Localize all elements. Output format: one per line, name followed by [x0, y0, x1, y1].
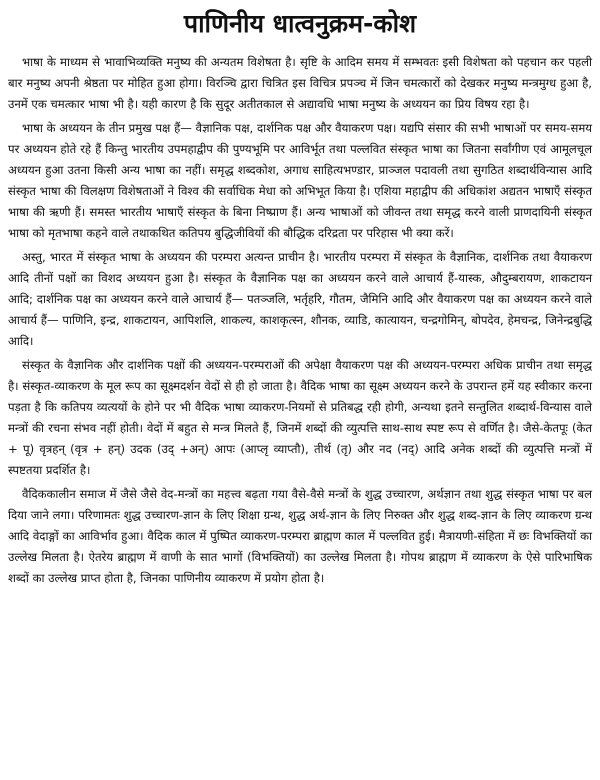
paragraph-3: अस्तु, भारत में संस्कृत भाषा के अध्ययन की परम्परा अत्यन्त प्राचीन है। भारतीय परम्परा में संस्कृत के वैज्ञानिक, दार्शनिक तथा वैयाकरण आदि तीनों पक्षों का विशद अध्ययन हुआ है। संस्कृत के वैज्ञानिक पक्ष का अध्ययन करने वाले आचार्य हैं-यास्क, औदुम्बरायण, शाकटायन आदि; दार्शनिक पक्ष का अध्ययन करने वाले आचार्य हैं— पतञ्जलि, भर्तृहरि, गौतम, जैमिनि आदि और वैयाकरण पक्ष का अध्ययन करने वाले आचार्य हैं— पाणिनि, इन्द्र, शाकटायन, आपिशलि, शाकल्य, काशकृत्स्न, शौनक, व्याडि, कात्यायन, चन्द्रगोमिन्, बोपदेव, हेमचन्द्र, जिनेन्द्रबुद्धि आदि। [8, 250, 592, 348]
paragraph-2: भाषा के अध्ययन के तीन प्रमुख पक्ष हैं— वैज्ञानिक पक्ष, दार्शनिक पक्ष और वैयाकरण पक्ष। यद्यपि संसार की सभी भाषाओं पर समय-समय पर अध्ययन होते रहे हैं किन्तु भारतीय उपमहाद्वीप की पुण्यभूमि पर आविर्भूत तथा पल्लवित संस्कृत भाषा का जितना सर्वांगीण एवं आमूलचूल अध्ययन हुआ उतना किसी अन्य भाषा का नहीं। समृद्ध शब्दकोश, अगाध साहित्यभण्डार, प्राञ्जल पदावली तथा सुगठित शब्दार्थविन्यास आदि संस्कृत भाषा की विलक्षण विशेषताओं ने विश्व की सर्वाधिक मेधा को अभिभूत किया है। एशिया महाद्वीप की अधिकांश अद्यतन भाषाएँ संस्कृत भाषा की ऋणी हैं। समस्त भारतीय भाषाएँ संस्कृत के बिना निष्प्राण हैं। अन्य भाषाओं को जीवन्त तथा समृद्ध करने वाली प्राणदायिनी संस्कृत भाषा को मृतभाषा कहने वाले तथाकथित कतिपय बुद्धिजीवियों की बौद्धिक दरिद्रता पर परिहास भी क्या करें। [8, 121, 592, 240]
page-title: पाणिनीय धात्वनुक्रम-कोश [183, 9, 417, 38]
paragraph-5: वैदिककालीन समाज में जैसे जैसे वेद-मन्त्रों का महत्त्व बढ़ता गया वैसे-वैसे मन्त्रों के शुद्ध उच्चारण, अर्थज्ञान तथा शुद्ध संस्कृत भाषा पर बल दिया जाने लगा। परिणामतः शुद्ध उच्चारण-ज्ञान के लिए शिक्षा ग्रन्थ, शुद्ध अर्थ-ज्ञान के लिए निरुक्त और शुद्ध शब्द-ज्ञान के लिए व्याकरण ग्रन्थ आदि वेदाङ्गों का आविर्भाव हुआ। वैदिक काल में पुष्पित व्याकरण-परम्परा ब्राह्मण काल में पल्लवित हुई। मैत्रायणी-संहिता में छः विभक्तियों का उल्लेख मिलता है। ऐतरेय ब्राह्मण में वाणी के सात भागों (विभक्तियों) का उल्लेख मिलता है। गोपथ ब्राह्मण में व्याकरण के ऐसे पारिभाषिक शब्दों का उल्लेख प्राप्त होता है, जिनका पाणिनीय व्याकरण में प्रयोग होता है। [8, 487, 592, 585]
paragraph-1: भाषा के माध्यम से भावाभिव्यक्ति मनुष्य की अन्यतम विशेषता है। सृष्टि के आदिम समय में सम्भवतः इसी विशेषता को पहचान कर पहली बार मनुष्य अपनी श्रेष्ठता पर मोहित हुआ होगा। विरञ्चि द्वारा चित्रित इस विचित्र प्रपञ्च में जिन चमत्कारों को देखकर मनुष्य मन्त्रमुग्ध हुआ है, उनमें एक चमत्कार भाषा भी है। यही कारण है कि सुदूर अतीतकाल से अद्यावधि भाषा मनुष्य के अध्ययन का प्रिय विषय रहा है। [8, 55, 592, 111]
paragraph-4: संस्कृत के वैज्ञानिक और दार्शनिक पक्षों की अध्ययन-परम्पराओं की अपेक्षा वैयाकरण पक्ष की अध्ययन-परम्परा अधिक प्राचीन तथा समृद्ध है। संस्कृत-व्याकरण के मूल रूप का सूक्ष्मदर्शन वेदों से ही हो जाता है। वैदिक भाषा का सूक्ष्म अध्ययन करने के उपरान्त हमें यह स्वीकार करना पड़ता है कि कतिपय व्यत्ययों के होने पर भी वैदिक भाषा व्याकरण-नियमों से प्रतिबद्ध रही होगी, अन्यथा इतने सन्तुलित शब्दार्थ-विन्यास वाले मन्त्रों की रचना संभव नहीं होती। वेदों में बहुत से मन्त्र मिलते हैं, जिनमें शब्दों की व्युत्पत्ति साथ-साथ स्पष्ट रूप से वर्णित है। जैसे-केतपूः (केत + पू) वृत्रहन् (वृत्र + हन्) उदक (उद् +अन्) आपः (आप्लृ व्याप्तौ), तीर्थ (तृ) और नद (नद्) आदि अनेक शब्दों की व्युत्पत्ति मन्त्रों में स्पष्टतया प्रदर्शित है। [8, 358, 592, 477]
